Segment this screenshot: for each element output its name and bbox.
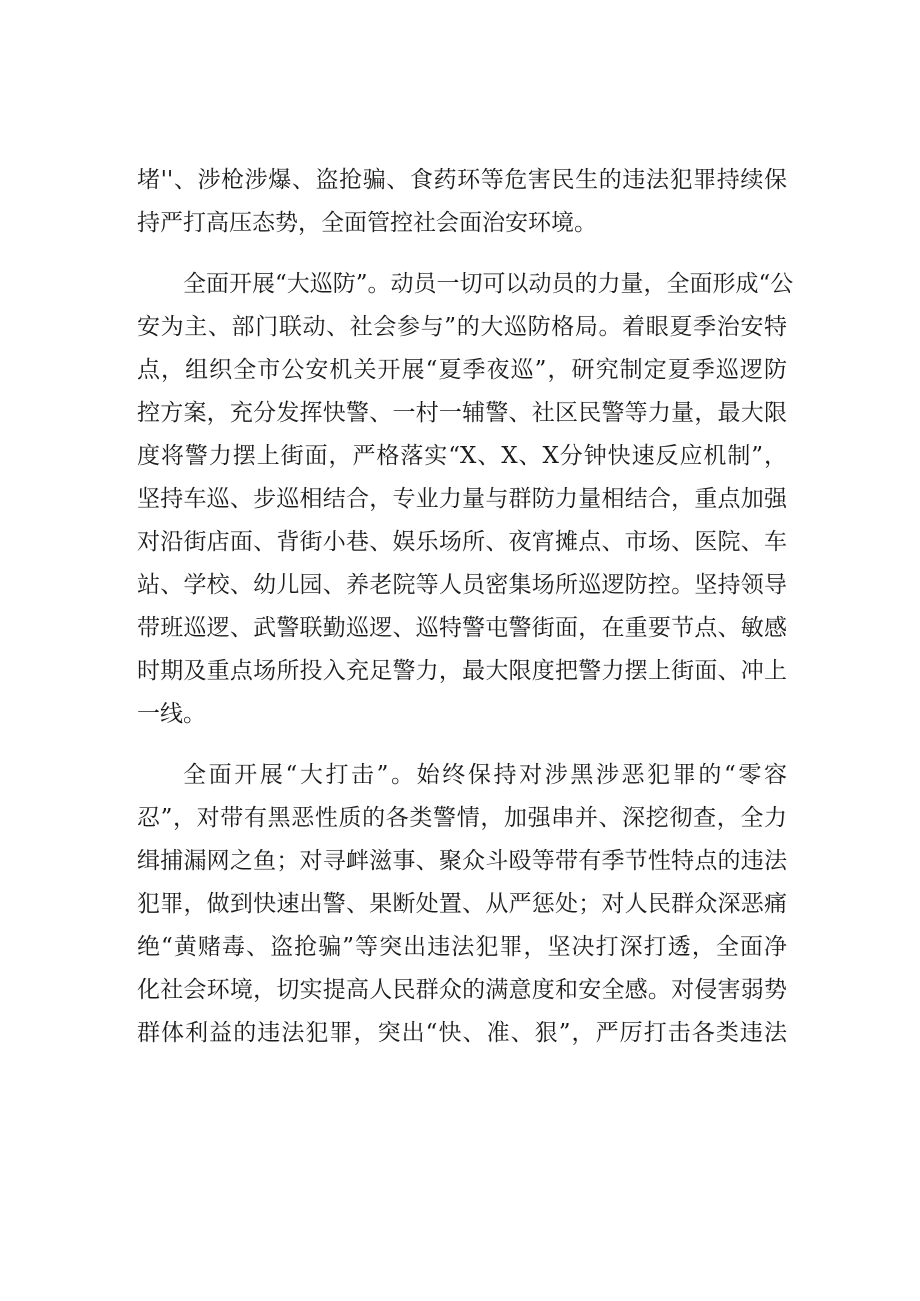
text-line: 忍”，对带有黑恶性质的各类警情，加强串并、深挖彻查，全力 [137,805,787,831]
text-line: 控方案，充分发挥快警、一村一辅警、社区民警等力量，最大限 [137,400,787,426]
text-line: 点，组织全市公安机关开展“夏季夜巡”，研究制定夏季巡逻防 [137,357,787,383]
text-line: 一线。 [137,701,206,727]
text-line: 持严打高压态势，全面管控社会面治安环境。 [137,210,597,236]
text-line: 全面开展“大打击”。始终保持对涉黑涉恶犯罪的“零容 [183,762,787,788]
text-line: 对沿街店面、背街小巷、娱乐场所、夜宵摊点、市场、医院、车 [137,529,787,555]
text-line: 全面开展“大巡防”。动员一切可以动员的力量，全面形成“公 [183,271,794,297]
text-line: 时期及重点场所投入充足警力，最大限度把警力摆上街面、冲上 [137,658,787,684]
text-line: 度将警力摆上街面，严格落实“X、X、X分钟快速反应机制”， [137,443,787,469]
text-line: 堵''、涉枪涉爆、盗抢骗、食药环等危害民生的违法犯罪持续保 [137,167,787,193]
text-line: 绝“黄赌毒、盗抢骗”等突出违法犯罪，坚决打深打透，全面净 [137,934,787,960]
text-line: 群体利益的违法犯罪，突出“快、准、狠”，严厉打击各类违法 [137,1020,787,1046]
text-line: 安为主、部门联动、社会参与”的大巡防格局。着眼夏季治安特 [137,314,787,340]
text-line: 站、学校、幼儿园、养老院等人员密集场所巡逻防控。坚持领导 [137,572,787,598]
text-line: 带班巡逻、武警联勤巡逻、巡特警屯警街面，在重要节点、敏感 [137,615,787,641]
text-line: 坚持车巡、步巡相结合，专业力量与群防力量相结合，重点加强 [137,486,787,512]
text-line: 犯罪，做到快速出警、果断处置、从严惩处；对人民群众深恶痛 [137,891,787,917]
text-line: 缉捕漏网之鱼；对寻衅滋事、聚众斗殴等带有季节性特点的违法 [137,848,787,874]
text-line: 化社会环境，切实提高人民群众的满意度和安全感。对侵害弱势 [137,977,787,1003]
